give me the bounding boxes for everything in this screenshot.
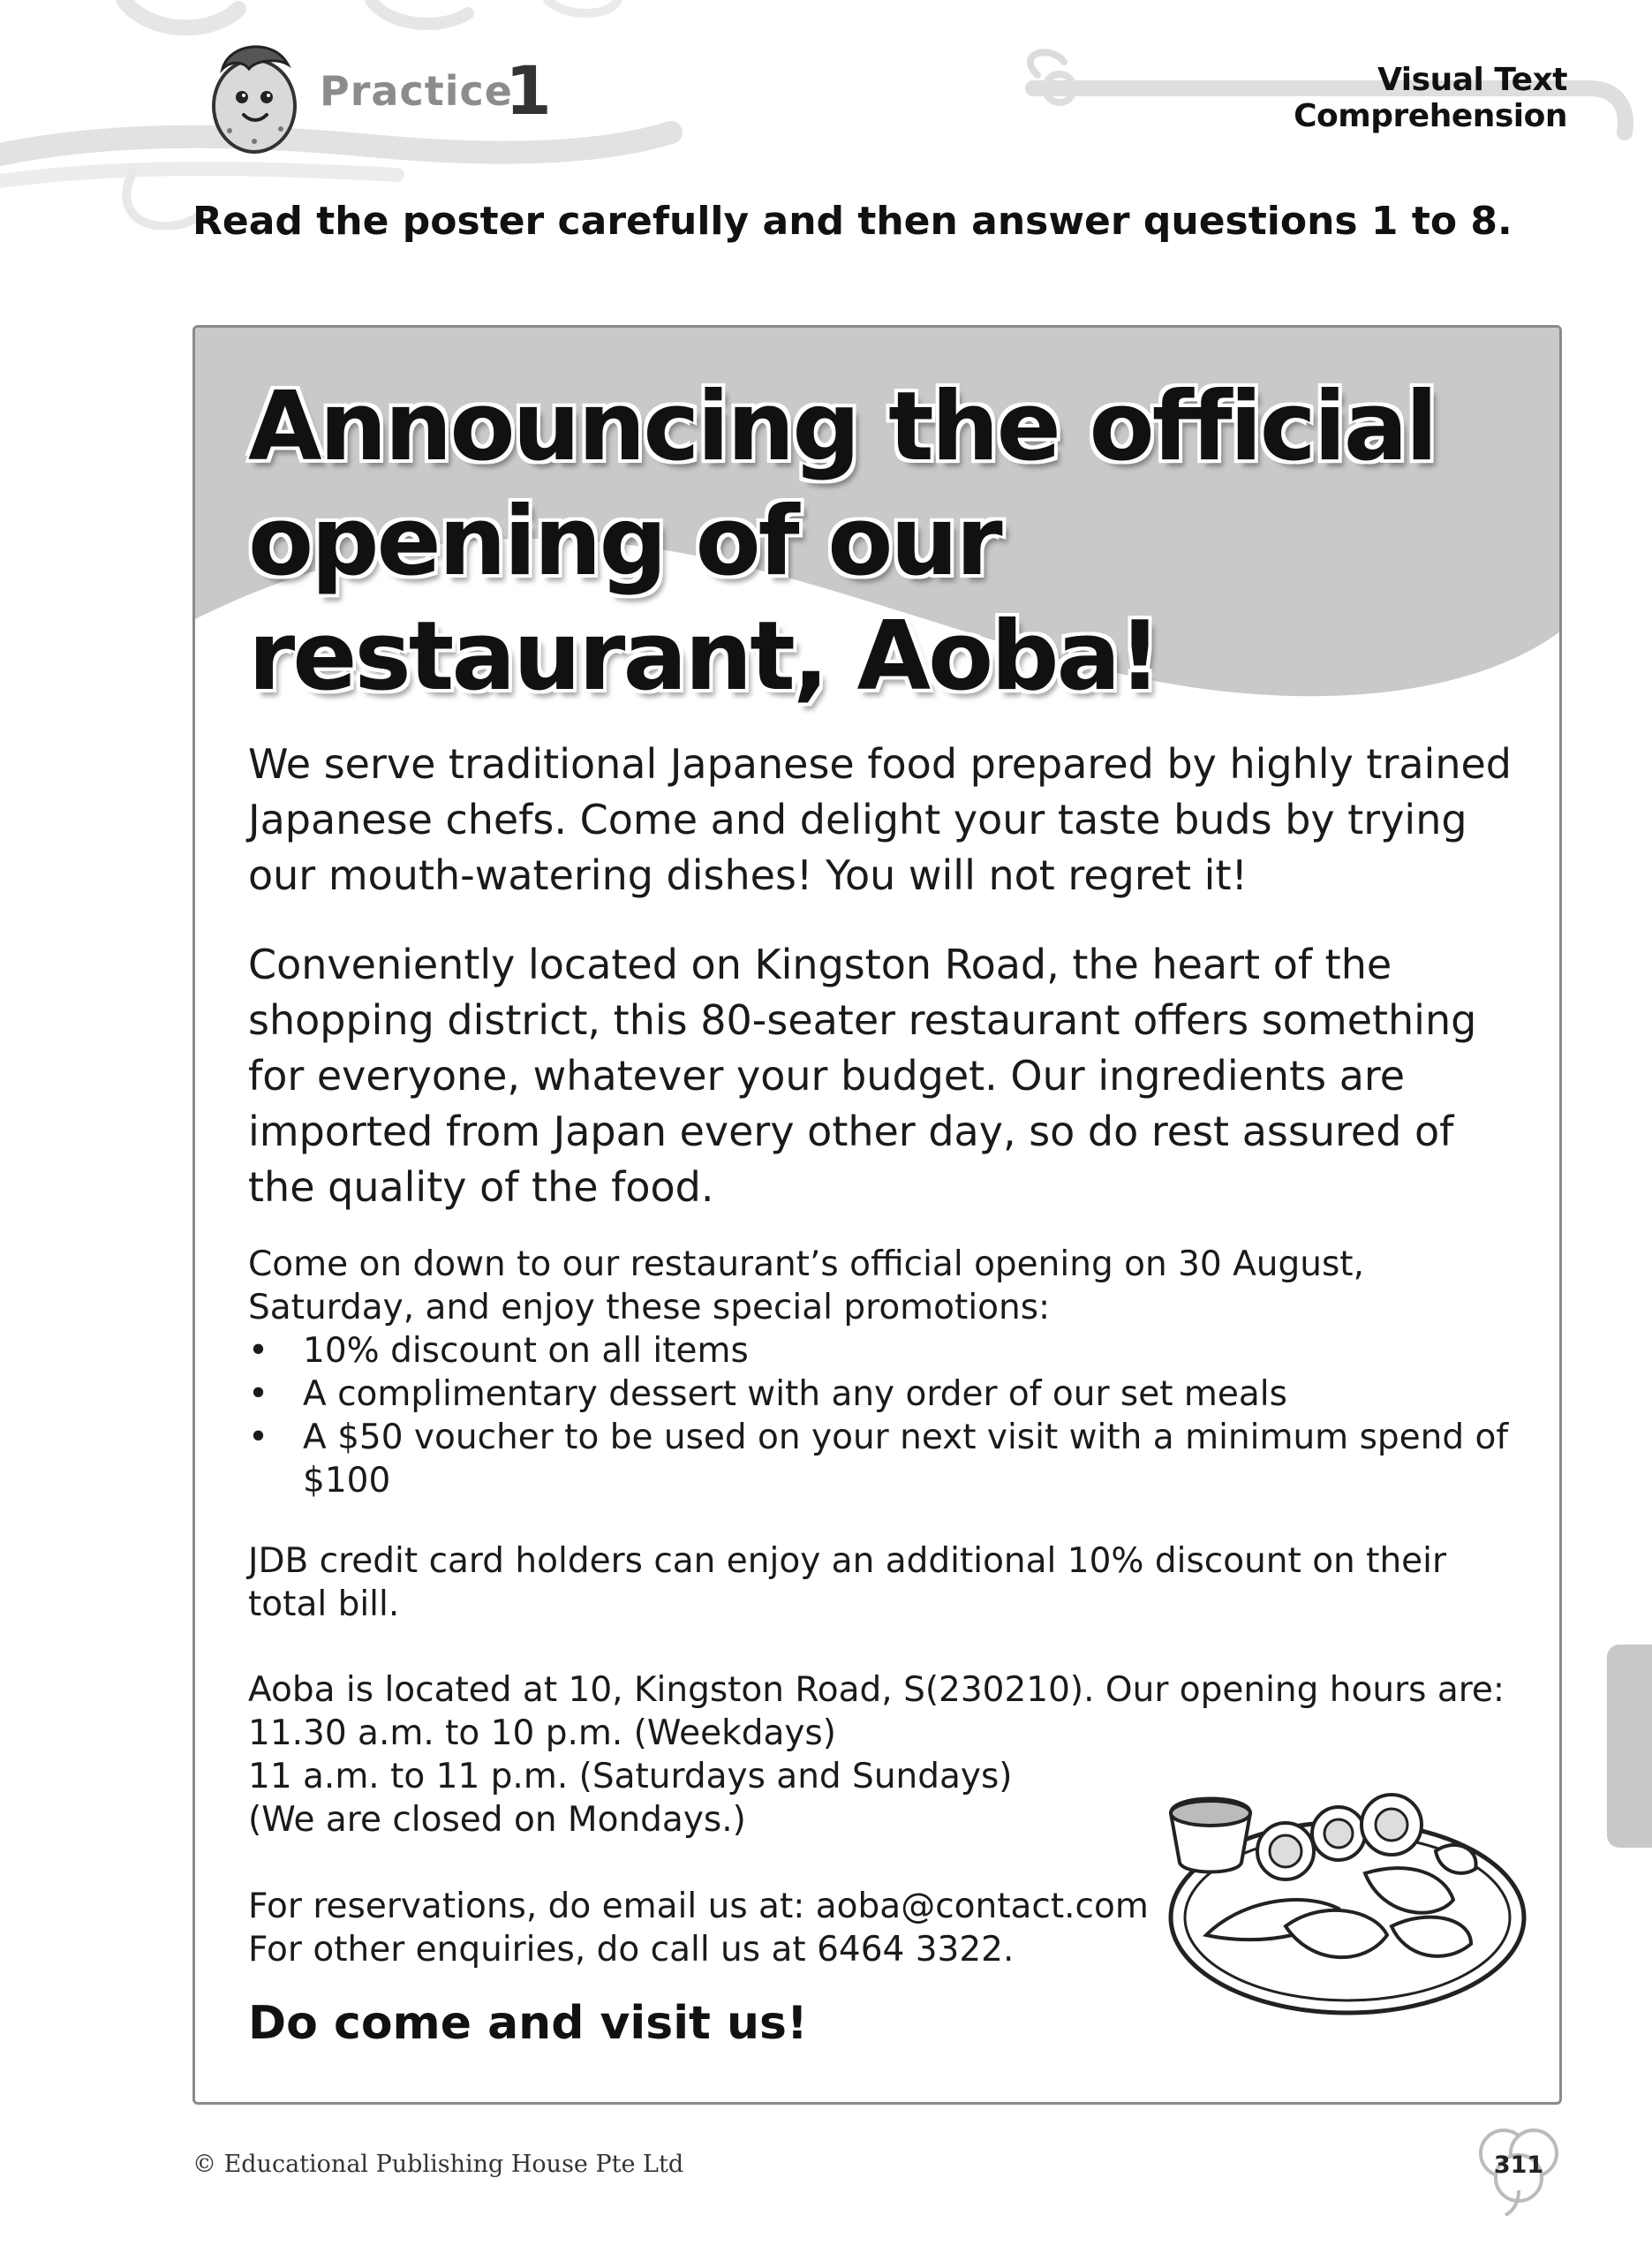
opening-paragraph: Come on down to our restaurant’s official opening on 30 August, Saturday, and enjoy these special promotions:: [248, 1244, 1364, 1327]
credit-card-paragraph: JDB credit card holders can enjoy an additional 10% discount on their total bill.: [248, 1541, 1447, 1624]
practice-number: 1: [505, 51, 552, 130]
intro-paragraph: We serve traditional Japanese food prepared by highly trained Japanese chefs. Come and delight your taste buds by trying our mouth-watering dishes! You will not regret it!: [248, 740, 1512, 899]
promotion-text: 10% discount on all items: [303, 1331, 749, 1371]
list-item: [248, 1416, 1520, 1502]
promotions-list: [248, 1329, 1520, 1502]
bullet-icon: •: [248, 1418, 269, 1457]
bullet-icon: •: [248, 1331, 269, 1371]
instruction-text: Read the poster carefully and then answer questions 1 to 8.: [192, 199, 1512, 244]
practice-badge: [203, 34, 574, 175]
list-item: [248, 1329, 1520, 1372]
closing-text: Do come and visit us!: [248, 1997, 808, 2050]
copyright-text: © Educational Publishing House Pte Ltd: [192, 2151, 684, 2178]
reservations-line: For reservations, do email us at: aoba@contact.com: [248, 1887, 1149, 1926]
poster-title: Announcing the official opening of our restaurant, Aoba!: [248, 372, 1436, 712]
bullet-icon: •: [248, 1374, 269, 1414]
poster: [192, 325, 1562, 2105]
promotion-text: A $50 voucher to be used on your next visit with a minimum spend of $100: [303, 1418, 1509, 1501]
location-paragraph: Conveniently located on Kingston Road, the heart of the shopping district, this 80-seater restaurant offers something for everyone, whatever your budget. Our ingredients are imported from Japan every other day, so do rest assured of the quality of the food.: [248, 941, 1477, 1211]
hours-weekdays: 11.30 a.m. to 10 p.m. (Weekdays): [248, 1713, 836, 1753]
contact-block: [248, 1885, 1175, 1971]
promotion-text: A complimentary dessert with any order of our set meals: [303, 1374, 1287, 1414]
page-number-badge: [1470, 2120, 1567, 2217]
mascot-icon: [203, 34, 309, 157]
closed-note: (We are closed on Mondays.): [248, 1800, 746, 1840]
address-line: Aoba is located at 10, Kingston Road, S(230210). Our opening hours are:: [248, 1670, 1505, 1710]
hours-weekends: 11 a.m. to 11 p.m. (Saturdays and Sundays): [248, 1757, 1013, 1796]
section-title: Visual Text Comprehension: [1294, 62, 1567, 134]
enquiries-line: For other enquiries, do call us at 6464 3322.: [248, 1930, 1015, 1970]
list-item: [248, 1372, 1520, 1416]
side-tab: [1607, 1645, 1652, 1848]
page-number: 311: [1493, 2151, 1544, 2179]
practice-label: Practice: [320, 67, 513, 115]
sushi-plate-illustration: [1153, 1776, 1533, 2023]
